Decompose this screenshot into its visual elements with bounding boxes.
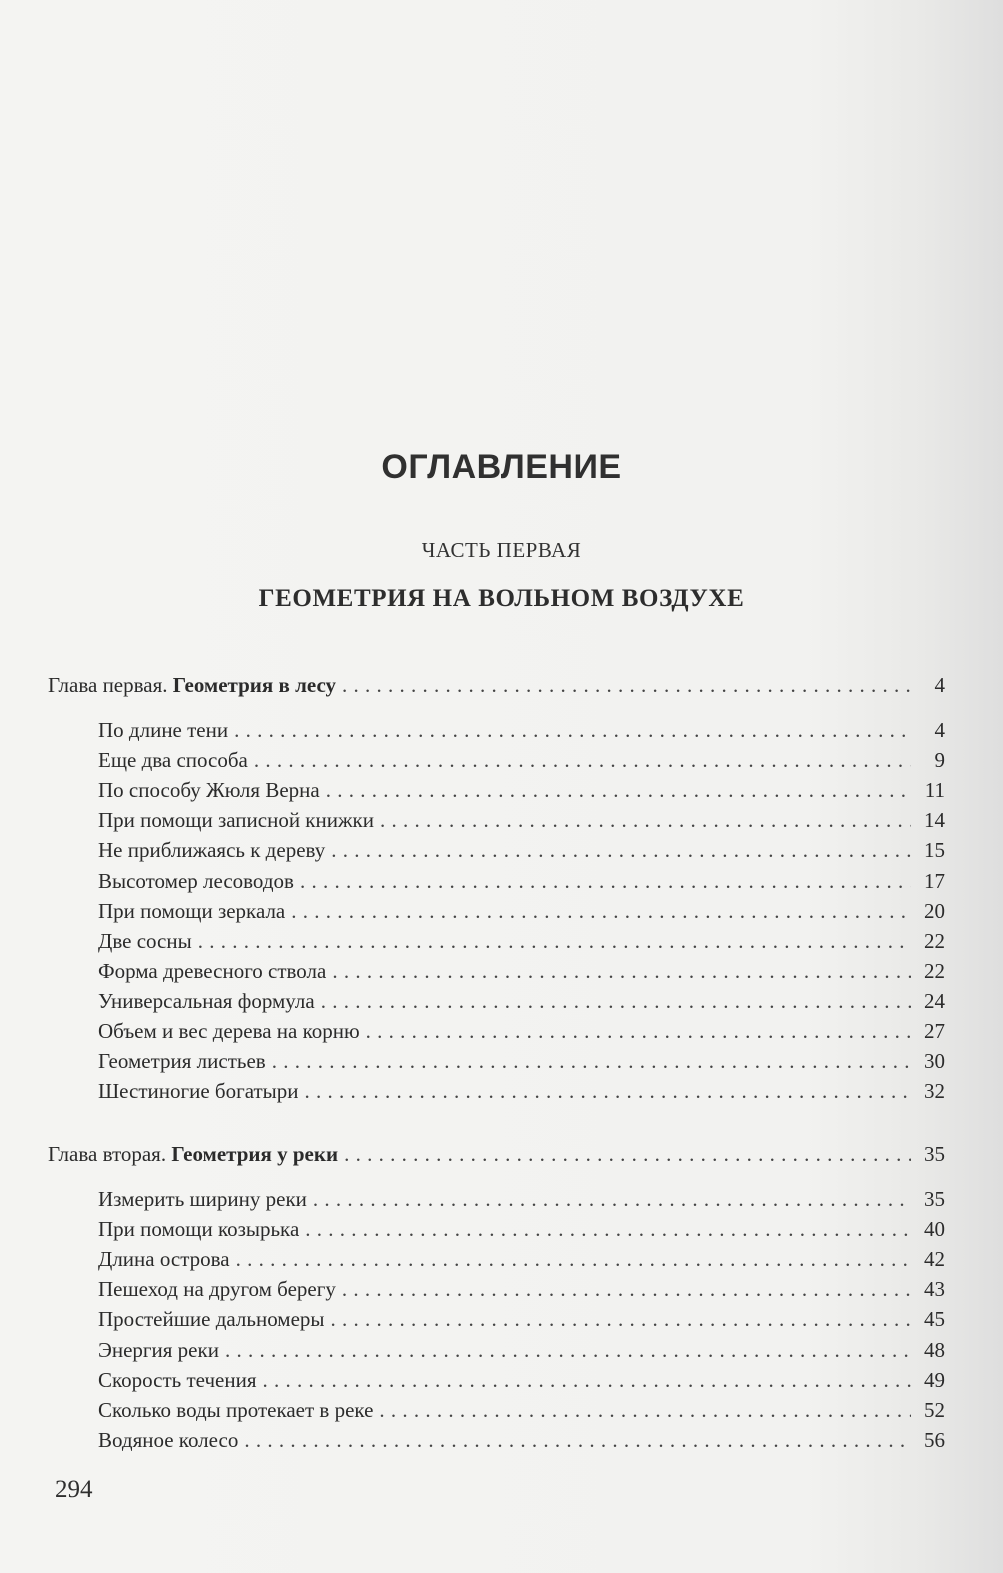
toc-section-row (98, 775, 945, 805)
section-title: Водяное колесо (98, 1427, 239, 1452)
toc-section-row (98, 1335, 945, 1365)
dot-leader (366, 1016, 911, 1046)
chapter-page-number: 35 (924, 1142, 945, 1166)
toc-section-row (98, 896, 945, 926)
dot-leader (332, 956, 911, 986)
section-page-number: 48 (924, 1337, 945, 1362)
toc-section-row (98, 805, 945, 835)
dot-leader (313, 1184, 911, 1214)
section-title: Длина острова (98, 1247, 230, 1272)
section-page-number: 24 (924, 988, 945, 1013)
dot-leader (331, 835, 911, 865)
toc-section-row (98, 1395, 945, 1425)
section-title: Высотомер лесоводов (98, 868, 294, 893)
section-page-number: 30 (924, 1049, 945, 1074)
page-number: 294 (55, 1476, 93, 1503)
dot-leader (342, 1274, 911, 1304)
section-page-number: 27 (924, 1019, 945, 1043)
toc-section-row (98, 1076, 945, 1106)
section-title: Геометрия листьев (98, 1049, 266, 1074)
dot-leader (236, 1244, 911, 1274)
section-title: По длине тени (98, 718, 229, 742)
section-title: Пешеход на другом берегу (98, 1277, 336, 1302)
section-page-number: 45 (924, 1307, 945, 1332)
dot-leader (379, 1395, 911, 1425)
section-page-number: 11 (924, 778, 945, 803)
dot-leader (198, 926, 911, 956)
dot-leader (326, 775, 911, 805)
section-title: Универсальная формула (98, 988, 315, 1013)
section-page-number: 32 (924, 1079, 945, 1104)
section-title: При помощи зеркала (98, 898, 286, 923)
section-title: По способу Жюля Верна (98, 778, 320, 803)
dot-leader (272, 1046, 911, 1076)
section-page-number: 22 (924, 958, 945, 983)
part-label: ЧАСТЬ ПЕРВАЯ (421, 538, 582, 562)
section-page-number: 17 (924, 868, 945, 893)
section-title: Форма древесного ствола (98, 958, 327, 983)
chapter-title (48, 670, 336, 700)
toc-section-row (98, 986, 945, 1016)
toc-section-row (98, 835, 945, 865)
dot-leader (342, 670, 911, 700)
dot-leader (305, 1076, 911, 1106)
toc-section-row (98, 1214, 945, 1244)
section-page-number: 43 (924, 1277, 945, 1302)
toc-section-row (98, 1016, 945, 1046)
dot-leader (291, 896, 911, 926)
toc-section-row (98, 1184, 945, 1214)
section-title: Еще два способа (98, 748, 248, 773)
section-title: Скорость течения (98, 1367, 257, 1392)
section-page-number: 40 (924, 1217, 945, 1242)
dot-leader (331, 1304, 911, 1334)
dot-leader (234, 715, 911, 745)
section-page-number: 20 (924, 898, 945, 923)
section-title: Две сосны (98, 928, 192, 953)
dot-leader (300, 866, 911, 896)
toc-section-row (98, 1425, 945, 1455)
section-title: Измерить ширину реки (98, 1187, 307, 1211)
section-title: Энергия реки (98, 1337, 219, 1362)
section-page-number: 14 (924, 808, 945, 833)
toc-section-row (98, 715, 945, 745)
toc-section-row (98, 1365, 945, 1395)
dot-leader (254, 745, 911, 775)
toc-section-row (98, 745, 945, 775)
toc-section-row (98, 956, 945, 986)
section-title: При помощи козырька (98, 1217, 300, 1242)
toc-section-row (98, 1274, 945, 1304)
dot-leader (321, 986, 911, 1016)
chapter-name: Геометрия у реки (171, 1142, 339, 1166)
section-page-number: 42 (924, 1247, 945, 1272)
chapter-page-number: 4 (934, 673, 945, 697)
section-page-number: 56 (924, 1427, 945, 1452)
section-title: Не приближаясь к дереву (98, 838, 326, 863)
dot-leader (305, 1214, 911, 1244)
chapter-title (48, 1139, 338, 1169)
toc-section-row (98, 1046, 945, 1076)
dot-leader (225, 1335, 911, 1365)
section-title: При помощи записной книжки (98, 808, 374, 833)
section-page-number: 9 (934, 748, 945, 773)
toc-section-row (98, 866, 945, 896)
dot-leader (380, 805, 911, 835)
dot-leader (262, 1365, 911, 1395)
dot-leader (344, 1139, 911, 1169)
section-page-number: 52 (924, 1397, 945, 1422)
toc-chapter-row (48, 1139, 945, 1169)
chapter-prefix: Глава вторая. (48, 1142, 172, 1166)
part-title: ГЕОМЕТРИЯ НА ВОЛЬНОМ ВОЗДУХЕ (258, 585, 745, 612)
toc-section-row (98, 926, 945, 956)
section-title: Шестиногие богатыри (98, 1079, 299, 1104)
toc-section-row (98, 1304, 945, 1334)
section-page-number: 22 (924, 928, 945, 953)
page-title: ОГЛАВЛЕНИЕ (381, 448, 622, 486)
section-title: Сколько воды протекает в реке (98, 1397, 374, 1422)
dot-leader (244, 1425, 911, 1455)
section-page-number: 15 (924, 838, 945, 863)
toc-section-row (98, 1244, 945, 1274)
section-page-number: 35 (924, 1187, 945, 1211)
section-title: Объем и вес дерева на корню (98, 1019, 360, 1043)
toc-chapter-row (48, 670, 945, 700)
chapter-prefix: Глава первая. (48, 673, 173, 697)
chapter-name: Геометрия в лесу (172, 673, 337, 697)
section-page-number: 49 (924, 1367, 945, 1392)
section-page-number: 4 (934, 718, 945, 742)
section-title: Простейшие дальномеры (98, 1307, 325, 1332)
